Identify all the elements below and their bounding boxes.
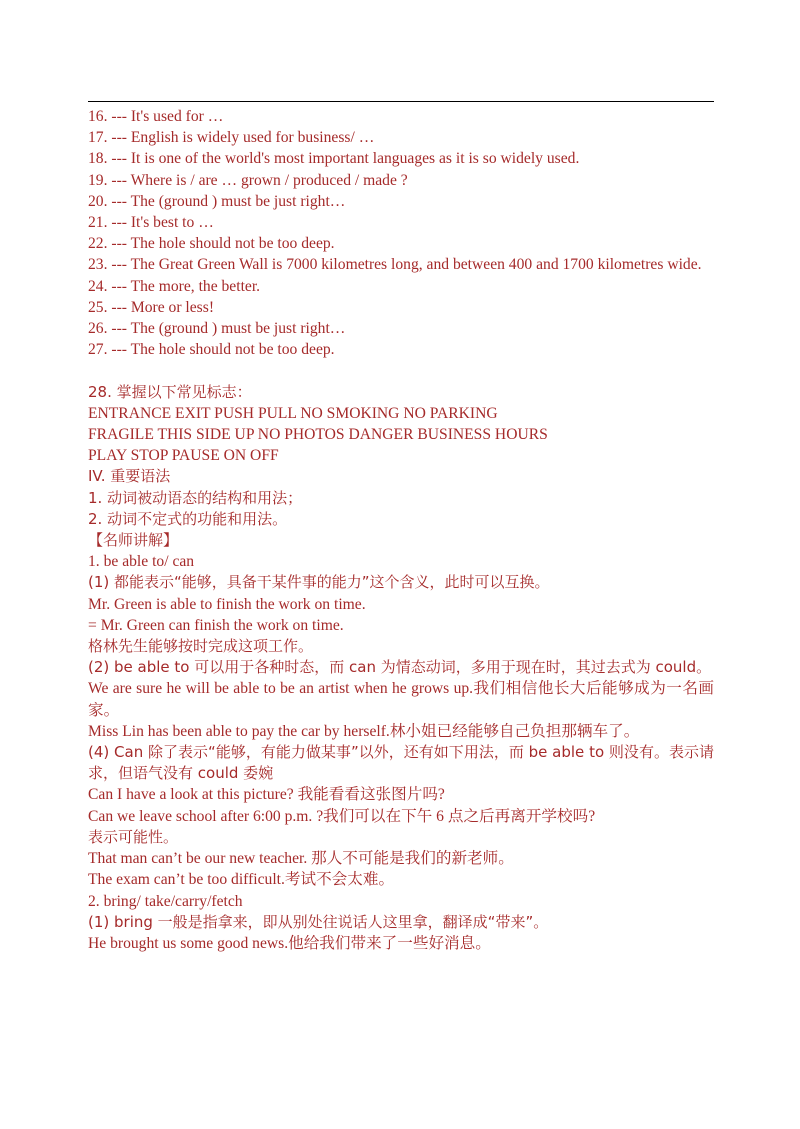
- signs-line: ENTRANCE EXIT PUSH PULL NO SMOKING NO PARKING: [88, 404, 498, 422]
- explain-line: (1) bring 一般是指拿来，即从别处往说话人这里拿，翻译成“带来”。: [88, 912, 549, 931]
- phrase-line: 27. --- The hole should not be too deep.: [88, 341, 335, 359]
- phrase-line: 23. --- The Great Green Wall is 7000 kilometres long, and between 400 and 1700 kilometres wide.: [88, 256, 702, 274]
- spacer: [88, 360, 714, 381]
- grammar-item: 1. 动词被动语态的结构和用法；: [88, 488, 303, 507]
- explain-line: = Mr. Green can finish the work on time.: [88, 616, 344, 634]
- explain-line: Mr. Green is able to finish the work on time.: [88, 595, 366, 613]
- explain-line: 表示可能性。: [88, 827, 179, 846]
- explain-line: (1) 都能表示“能够，具备干某件事的能力”这个含义，此时可以互换。: [88, 573, 550, 592]
- phrase-line: 17. --- English is widely used for business/ …: [88, 129, 375, 147]
- phrase-line: 26. --- The (ground ) must be just right…: [88, 320, 346, 338]
- explain-line: (2) be able to 可以用于各种时态，而 can 为情态动词，多用于现在时，其过去式为 could。: [88, 658, 712, 677]
- explain-line: Can I have a look at this picture? 我能看看这张图片吗?: [88, 786, 445, 804]
- explain-line: Can we leave school after 6:00 p.m. ?我们可以在下午 6 点之后再离开学校吗?: [88, 807, 596, 825]
- grammar-item: 2. 动词不定式的功能和用法。: [88, 509, 288, 528]
- explain-line: 格林先生能够按时完成这项工作。: [88, 637, 314, 656]
- explain-heading: 【名师讲解】: [88, 531, 179, 550]
- explain-line: 1. be able to/ can: [88, 553, 195, 571]
- signs-line: FRAGILE THIS SIDE UP NO PHOTOS DANGER BUSINESS HOURS: [88, 426, 548, 444]
- explain-line: Miss Lin has been able to pay the car by herself.林小姐已经能够自己负担那辆车了。: [88, 722, 640, 740]
- phrase-line: 25. --- More or less!: [88, 298, 215, 316]
- explain-line: That man can’t be our new teacher. 那人不可能是我们的新老师。: [88, 850, 514, 868]
- grammar-heading: IV. 重要语法: [88, 467, 171, 486]
- explain-line: 2. bring/ take/carry/fetch: [88, 892, 243, 910]
- phrase-line: 20. --- The (ground ) must be just right…: [88, 192, 346, 210]
- phrase-line: 21. --- It's best to …: [88, 214, 214, 232]
- explain-line: (4) Can 除了表示“能够，有能力做某事”以外，还有如下用法，而 be able to 则没有。表示请求，但语气没有 could 委婉: [88, 743, 714, 783]
- signs-line: PLAY STOP PAUSE ON OFF: [88, 447, 279, 465]
- signs-heading: 28. 掌握以下常见标志：: [88, 382, 252, 401]
- header-rule: [88, 101, 714, 102]
- phrase-line: 22. --- The hole should not be too deep.: [88, 235, 335, 253]
- phrase-line: 19. --- Where is / are … grown / produced / made ?: [88, 171, 408, 189]
- phrase-line: 16. --- It's used for …: [88, 108, 224, 125]
- explain-line: The exam can’t be too difficult.考试不会太难。: [88, 871, 395, 889]
- explain-line: We are sure he will be able to be an artist when he grows up.我们相信他长大后能够成为一名画家。: [88, 680, 714, 719]
- phrase-line: 18. --- It is one of the world's most important languages as it is so widely used.: [88, 150, 580, 168]
- phrase-line: 24. --- The more, the better.: [88, 277, 261, 295]
- explain-line: He brought us some good news.他给我们带来了一些好消息。: [88, 934, 491, 952]
- document-body: [88, 106, 714, 954]
